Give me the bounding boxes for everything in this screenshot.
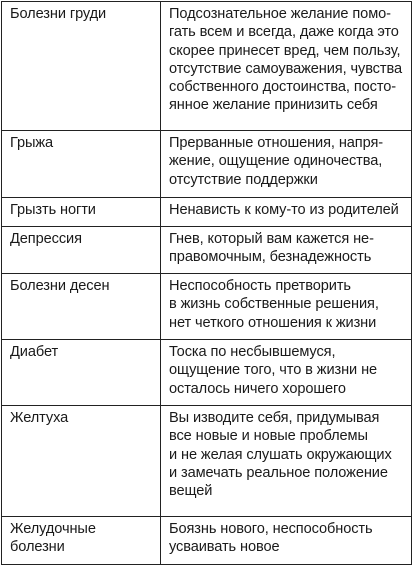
cause-text: отсутствие поддержки [169,171,318,188]
cause-text: собственного достоинства, посто- [169,79,397,96]
disease-cell [2,274,161,340]
cause-text: Ненависть к кому-то из родителей [169,202,399,218]
table-row [2,517,412,565]
cause-text: Неспособность претворить [169,278,351,294]
disease-cell [2,131,161,198]
cause-text: осталось ничего хорошего [169,380,346,397]
cause-cell [161,2,412,131]
disease-text: Грызть ногти [10,202,96,218]
cause-text: вещей [169,483,213,500]
cause-cell [161,131,412,198]
disease-text: Желтуха [10,410,69,426]
table-row [2,198,412,227]
disease-text: Желудочные [10,521,96,537]
disease-cell [2,517,161,565]
disease-cell [2,406,161,517]
cause-text: в жизнь собственные решения, [169,296,379,313]
cause-text: Вы изводите себя, придумывая [169,410,380,426]
cause-cell [161,198,412,227]
cause-text: Боязнь нового, неспособность [169,521,373,537]
cause-text: Гнев, который вам кажется не- [169,231,374,247]
disease-cell [2,227,161,274]
cause-text: Подсознательное желание помо- [169,6,391,22]
cause-text: все новые и новые проблемы [169,428,368,445]
cause-text: гать всем и всегда, даже когда это [169,24,399,41]
table-row [2,274,412,340]
disease-text: Грыжа [10,135,54,151]
cause-text: Прерванные отношения, напря- [169,135,384,151]
disease-cause-table [1,1,412,565]
cause-text: жение, ощущение одиночества, [169,153,383,170]
table-row [2,2,412,131]
table-row [2,227,412,274]
cause-text: Тоска по несбывшемуся, [169,344,336,360]
disease-cell [2,340,161,406]
cause-text: ощущение того, что в жизни не [169,362,378,379]
cause-cell [161,340,412,406]
cause-text: правомочным, безнадежность [169,249,372,266]
table-row [2,340,412,406]
cause-text: и замечать реальное положение [169,464,388,481]
table-row [2,406,412,517]
disease-text: болезни [10,539,65,556]
cause-cell [161,517,412,565]
cause-text: и не желая слушать окружающих [169,446,392,463]
cause-cell [161,274,412,340]
disease-table-container [1,1,411,567]
table-row [2,131,412,198]
cause-cell [161,227,412,274]
cause-text: усваивать новое [169,539,280,556]
cause-cell [161,406,412,517]
cause-text: отсутствие самоуважения, чувства [169,60,402,77]
disease-cell [2,2,161,131]
disease-text: Болезни десен [10,278,110,294]
cause-text: скорее принесет вред, чем пользу, [169,42,401,59]
disease-text: Болезни груди [10,6,107,22]
disease-cell [2,198,161,227]
cause-text: янное желание принизить себя [169,97,378,114]
disease-text: Диабет [10,344,59,360]
cause-text: нет четкого отношения к жизни [169,314,377,331]
disease-text: Депрессия [10,231,82,247]
